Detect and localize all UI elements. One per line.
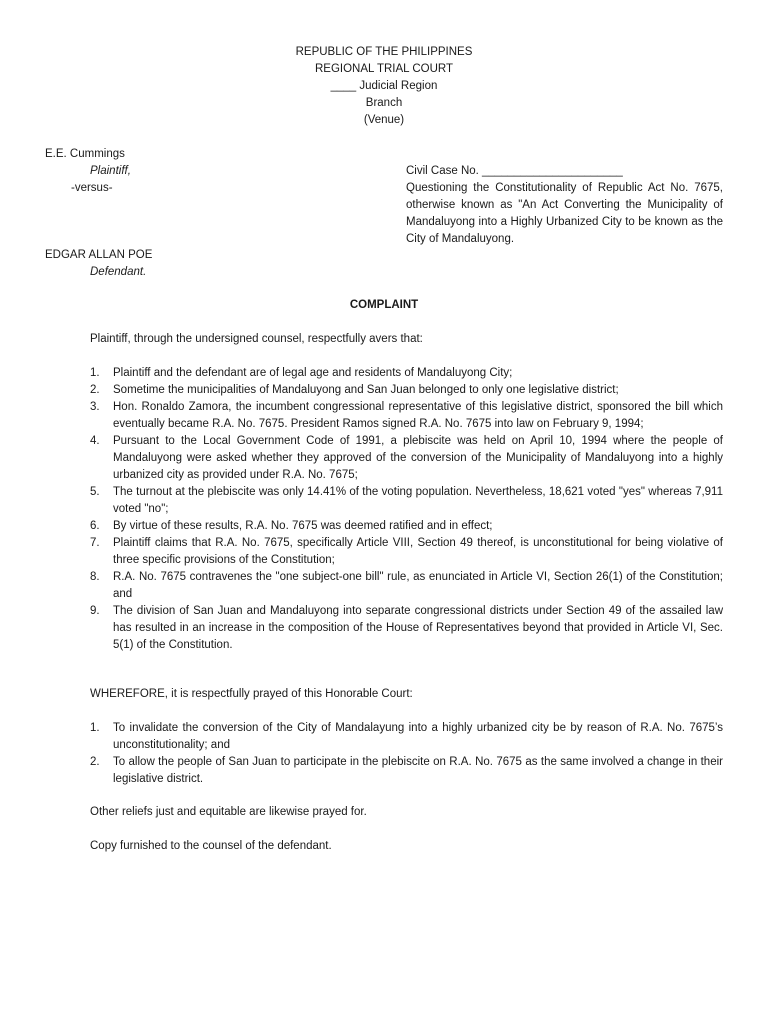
header-region: ____ Judicial Region	[330, 80, 438, 92]
copy-furnished-paragraph: Copy furnished to the counsel of the defendant.	[90, 840, 332, 852]
averment-item-number: 4.	[90, 435, 100, 447]
plaintiff-name: E.E. Cummings	[45, 148, 125, 160]
defendant-role: Defendant.	[90, 266, 147, 278]
averment-item	[90, 399, 723, 433]
prayer-item-text: To allow the people of San Juan to participate in the plebiscite on R.A. No. 7675 as the same involved a change in their legislative district.	[113, 756, 723, 785]
prayer-item-text: To invalidate the conversion of the City of Mandalayung into a highly urbanized city be by reason of R.A. No. 7675’s unconstitutionality; and	[113, 722, 723, 751]
averment-item-number: 7.	[90, 537, 100, 549]
averment-item	[90, 518, 723, 535]
wherefore-paragraph: WHEREFORE, it is respectfully prayed of this Honorable Court:	[90, 688, 413, 700]
other-reliefs-paragraph: Other reliefs just and equitable are likewise prayed for.	[90, 806, 367, 818]
header-venue: (Venue)	[363, 114, 405, 126]
averment-item-text: Hon. Ronaldo Zamora, the incumbent congressional representative of this legislative district, sponsored the bill which eventually became R.A. No. 7675. President Ramos signed R.A. No. 7675 into law on February 9, 1994;	[113, 401, 723, 430]
averment-item-text: The turnout at the plebiscite was only 14.41% of the voting population. Nevertheless, 18,621 voted "yes" whereas 7,911 voted "no";	[113, 486, 723, 515]
defendant-name: EDGAR ALLAN POE	[45, 249, 153, 261]
averment-item	[90, 365, 723, 382]
plaintiff-role: Plaintiff,	[90, 165, 131, 177]
averment-item	[90, 433, 723, 484]
versus-label: -versus-	[71, 182, 113, 194]
document-title: COMPLAINT	[349, 299, 419, 311]
prayer-item-number: 2.	[90, 756, 100, 768]
averments-list	[90, 365, 723, 654]
averment-item-number: 5.	[90, 486, 100, 498]
header-branch: Branch	[365, 97, 403, 109]
averment-item-text: By virtue of these results, R.A. No. 7675 was deemed ratified and in effect;	[113, 520, 493, 532]
prayer-item	[90, 720, 723, 754]
averment-item-text: Plaintiff and the defendant are of legal age and residents of Mandaluyong City;	[113, 367, 513, 379]
averment-item-text: R.A. No. 7675 contravenes the "one subject-one bill" rule, as enunciated in Article VI, Section 26(1) of the Constitution; and	[113, 571, 723, 600]
averment-item	[90, 569, 723, 603]
averment-item-number: 6.	[90, 520, 100, 532]
caption-defendant	[45, 247, 345, 281]
averment-item	[90, 484, 723, 518]
caption-parties	[45, 146, 345, 197]
averment-item	[90, 382, 723, 399]
averment-item	[90, 603, 723, 654]
averment-item-text: Pursuant to the Local Government Code of 1991, a plebiscite was held on April 10, 1994 where the people of Mandaluyong were asked whether they approved of the conversion of the Municipality of Mandaluyong into a highly urbanized city as provided under R.A. No. 7675;	[113, 435, 723, 481]
civil-case-number: Civil Case No. ______________________	[406, 165, 623, 177]
averment-item-text: Plaintiff claims that R.A. No. 7675, specifically Article VIII, Section 49 thereof, is unconstitutional for being violative of three specific provisions of the Constitution;	[113, 537, 723, 566]
averment-item-text: Sometime the municipalities of Mandaluyong and San Juan belonged to only one legislative district;	[113, 384, 619, 396]
prayer-item	[90, 754, 723, 788]
prayer-item-number: 1.	[90, 722, 100, 734]
averment-item-number: 2.	[90, 384, 100, 396]
averment-item-number: 9.	[90, 605, 100, 617]
prayers-list	[90, 720, 723, 788]
header-republic: REPUBLIC OF THE PHILIPPINES	[295, 46, 473, 58]
header-court: REGIONAL TRIAL COURT	[314, 63, 454, 75]
court-header	[0, 44, 768, 129]
averment-item-text: The division of San Juan and Mandaluyong into separate congressional districts under Section 49 of the assailed law has resulted in an increase in the composition of the House of Representatives beyond that provided in Article VI, Sec. 5(1) of the Constitution.	[113, 605, 723, 651]
averment-item-number: 3.	[90, 401, 100, 413]
case-description: Questioning the Constitutionality of Republic Act No. 7675, otherwise known as "An Act Converting the Municipality of Mandaluyong into a Highly Urbanized City to be known as the City of Mandaluyong.	[406, 182, 723, 245]
averment-item-number: 1.	[90, 367, 100, 379]
averment-item	[90, 535, 723, 569]
averment-item-number: 8.	[90, 571, 100, 583]
caption-case-info	[406, 163, 723, 248]
intro-paragraph: Plaintiff, through the undersigned counsel, respectfully avers that:	[90, 333, 423, 345]
